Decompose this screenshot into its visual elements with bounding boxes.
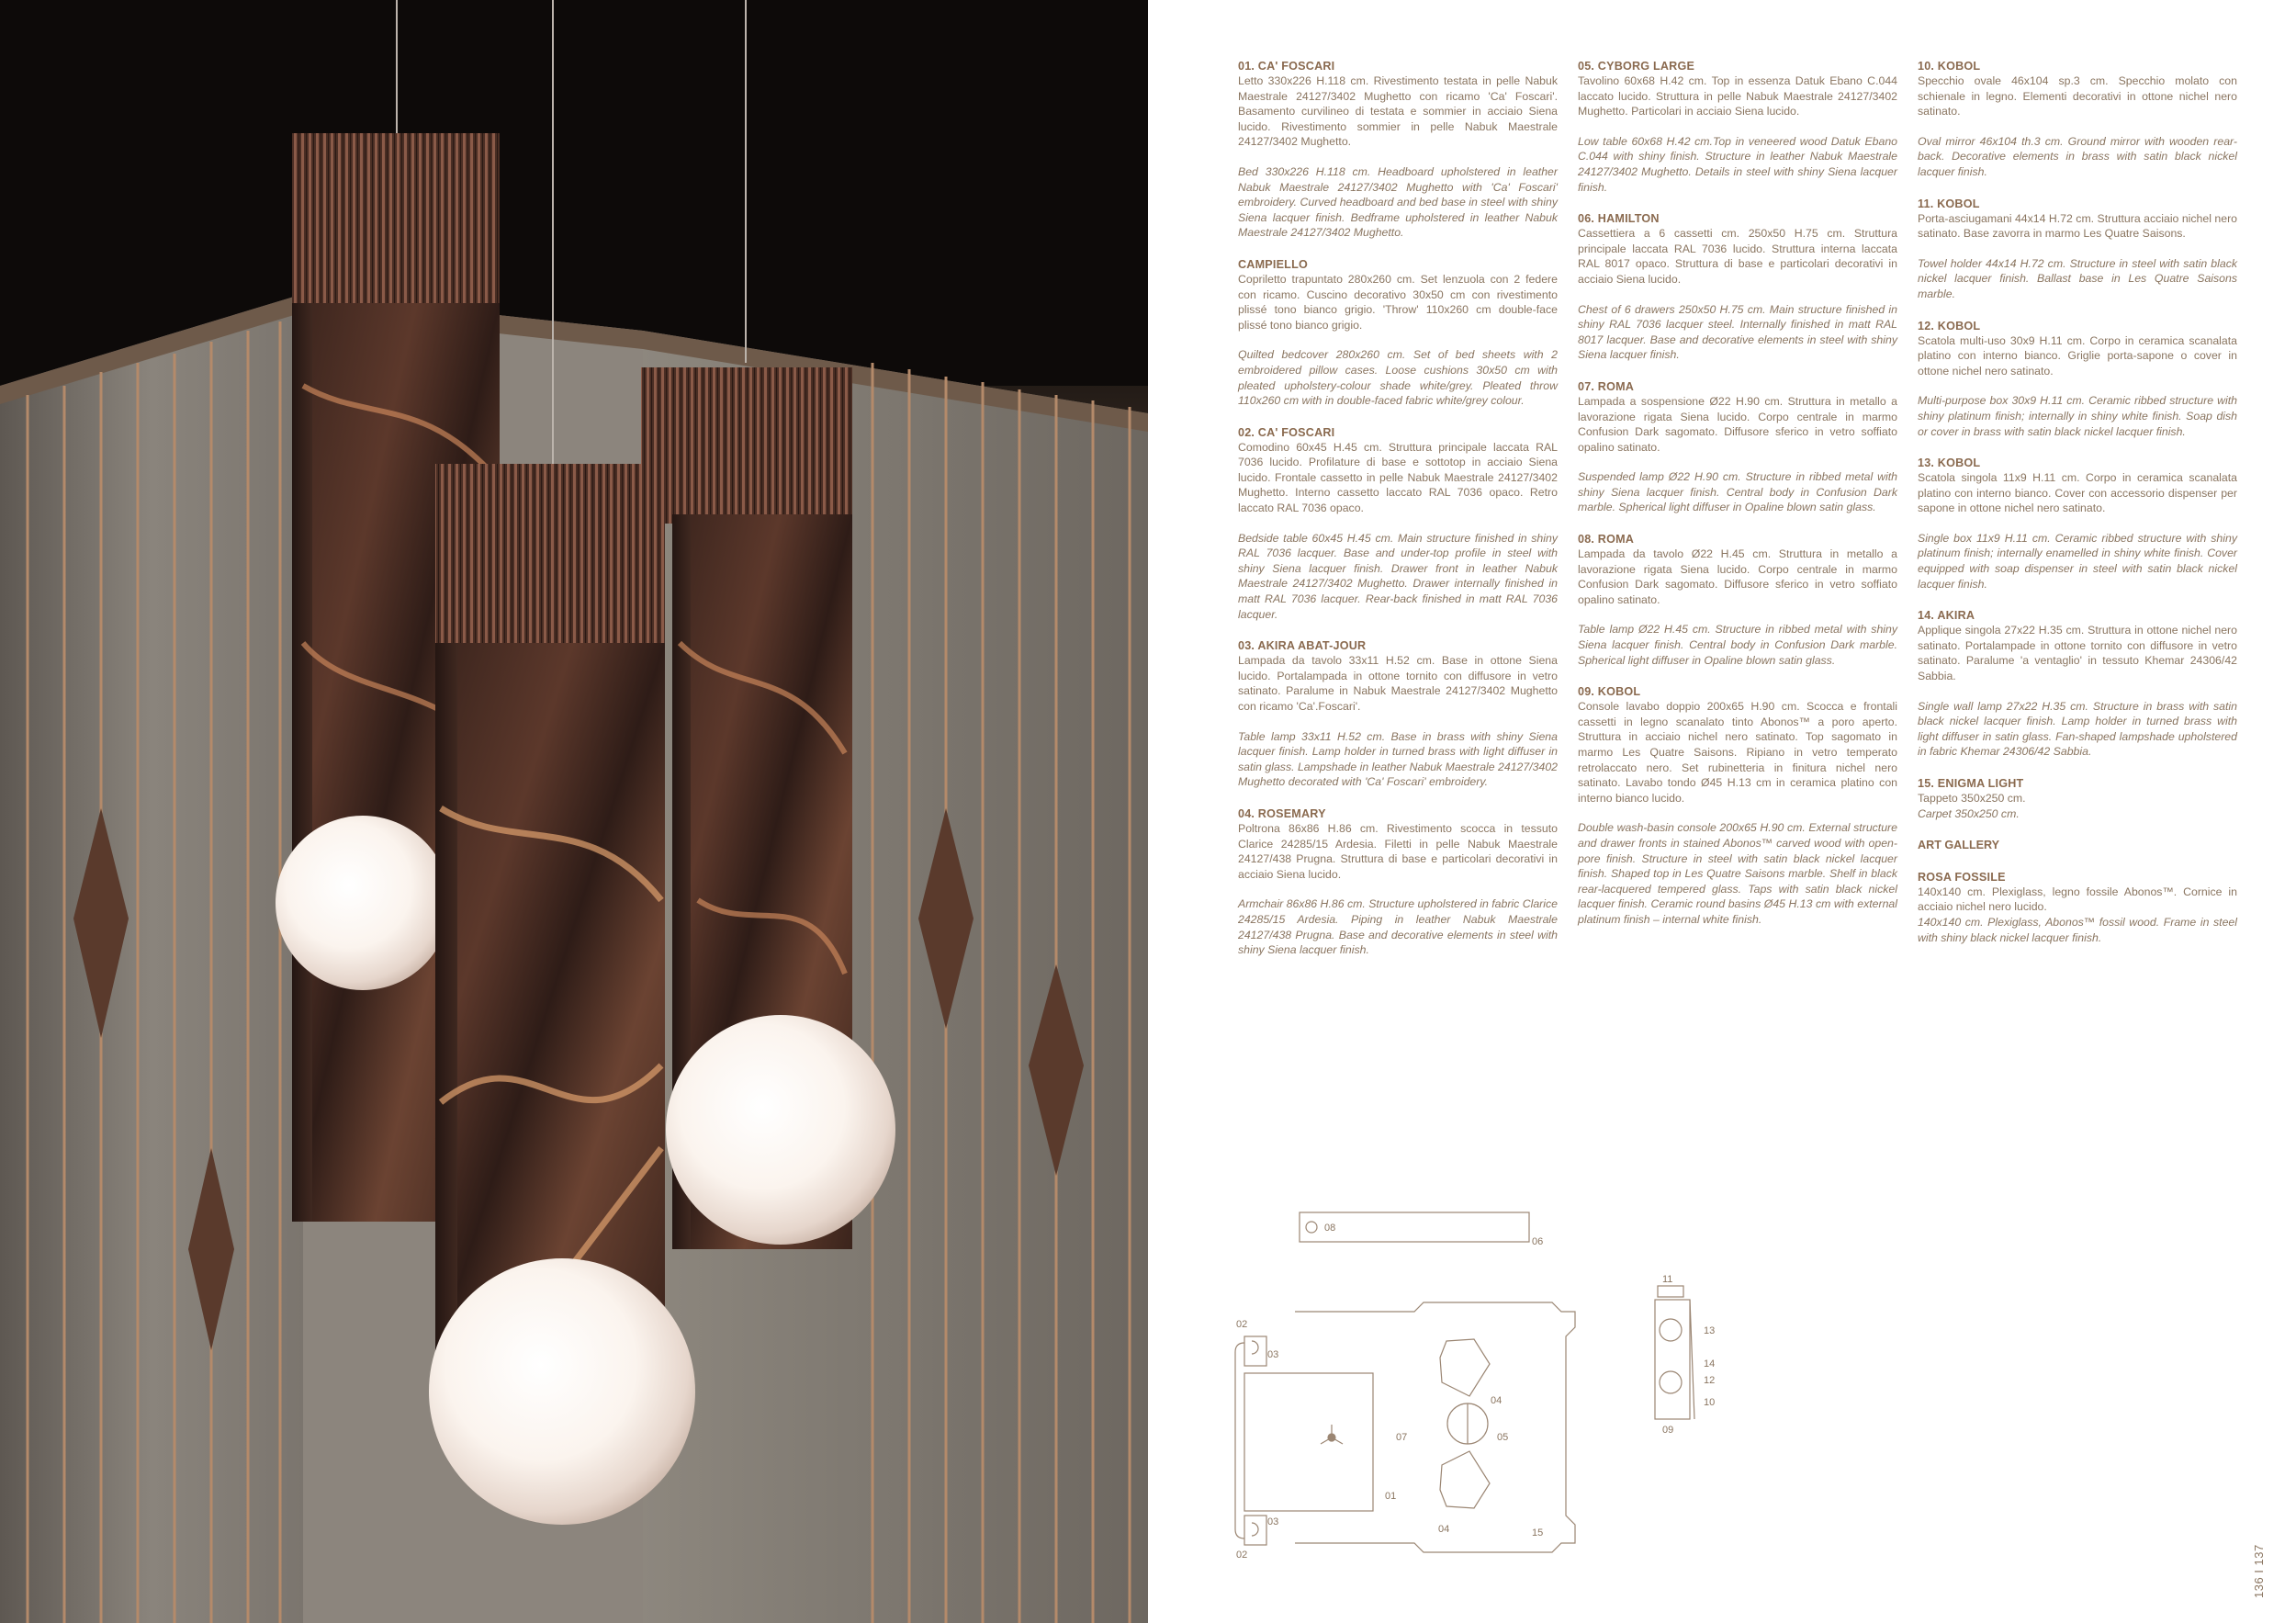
plan-label-06: 06: [1532, 1236, 1544, 1247]
plan-label-01: 01: [1385, 1491, 1397, 1502]
text-column-1: [1238, 59, 1558, 975]
plan-suspended-lamp-07: [1321, 1425, 1343, 1444]
entry-description-it: Lampada da tavolo Ø22 H.45 cm. Struttura in metallo a lavorazione rigata Siena lucido. Corpo centrale in marmo Confusion Dark sagomato. Diffusore sferico in vetro soffiato opalino satinato.: [1578, 547, 1897, 606]
plan-bedside-02-top: [1244, 1336, 1266, 1366]
entry-title: 09. KOBOL: [1578, 685, 1641, 699]
entry-description-it: Comodino 60x45 H.45 cm. Struttura principale laccata RAL 7036 lucido. Profilature di base e sottotop in acciaio Siena lucido. Frontale cassetto in pelle Nabuk Maestrale 24127/3402 Mughetto. Interno cassetto laccato RAL 7036 opaco. Retro laccato RAL 7036 opaco.: [1238, 440, 1558, 515]
text-column-2: [1578, 59, 1897, 944]
plan-lamp-03-top: [1252, 1341, 1258, 1354]
entry-description-it: Porta-asciugamani 44x14 H.72 cm. Struttura acciaio nichel nero satinato. Base zavorra in marmo Les Quatre Saisons.: [1918, 211, 2237, 241]
plan-label-13: 13: [1704, 1325, 1716, 1336]
plan-console-09: [1655, 1300, 1690, 1419]
entry-03-akira-abat-jour: [1238, 638, 1558, 790]
plan-label-10: 10: [1704, 1397, 1716, 1408]
plan-label-14: 14: [1704, 1358, 1716, 1369]
entry-description-it: Scatola singola 11x9 H.11 cm. Corpo in ceramica scanalata platino con interno bianco. Cover con accessorio dispenser per sapone in ottone nichel nero satinato.: [1918, 471, 2237, 515]
page-number: 136 I 137: [2252, 1544, 2266, 1598]
entry-description-it: Cassettiera a 6 cassetti cm. 250x50 H.75 cm. Struttura principale laccata RAL 7036 lucido. Struttura interna laccata RAL 8017 opaco. Struttura di base e particolari decorativi in acciaio Siena lucido.: [1578, 227, 1897, 286]
entry-description-en: Multi-purpose box 30x9 H.11 cm. Ceramic ribbed structure with shiny platinum finish; internally in shiny white finish. Soap dish or cover in brass with satin black nickel lacquer finish.: [1918, 394, 2237, 438]
plan-basin-bottom: [1660, 1371, 1682, 1393]
plan-label-02-bottom: 02: [1236, 1550, 1248, 1561]
entry-title: 10. KOBOL: [1918, 60, 1981, 73]
entry-02-ca-foscari: [1238, 425, 1558, 623]
plan-label-15: 15: [1532, 1527, 1544, 1538]
entry-description-it: Lampada da tavolo 33x11 H.52 cm. Base in ottone Siena lucido. Portalampada in ottone tornito con diffusore in vetro satinato. Paralume in Nabuk Maestrale 24127/3402 Mughetto con ricamo 'Ca'.Foscari'.: [1238, 654, 1558, 713]
entry-title: 08. ROMA: [1578, 533, 1635, 547]
plan-label-08: 08: [1324, 1223, 1336, 1234]
plan-armchair-04-bottom: [1440, 1451, 1490, 1508]
entry-title: 07. ROMA: [1578, 379, 1635, 393]
entry-13-kobol: [1918, 456, 2237, 592]
entry-description-en: Suspended lamp Ø22 H.90 cm. Structure in ribbed metal with shiny Siena lacquer finish. Central body in Confusion Dark marble. Spherical light diffuser in Opaline blown satin glass.: [1578, 470, 1897, 514]
entry-description-en: Oval mirror 46x104 th.3 cm. Ground mirror with wooden rear-back. Decorative elements in brass with satin black nickel lacquer finish.: [1918, 134, 2237, 178]
entry-title: 03. AKIRA ABAT-JOUR: [1238, 639, 1367, 653]
plan-label-04-bottom: 04: [1438, 1524, 1450, 1535]
entry-description-it: Scatola multi-uso 30x9 H.11 cm. Corpo in ceramica scanalata platino con interno bianco. Griglie porta-sapone o cover in ottone nichel nero satinato.: [1918, 333, 2237, 378]
wall-left: [0, 294, 303, 1623]
entry-06-hamilton: [1578, 211, 1897, 363]
entry-description-en: Armchair 86x86 H.86 cm. Structure upholstered in fabric Clarice 24285/15 Ardesia. Piping in leather Nabuk Maestrale 24127/438 Prugna. Base and decorative elements in steel with shiny Siena lacquer finish.: [1238, 897, 1558, 957]
entry-title: 06. HAMILTON: [1578, 212, 1660, 226]
entry-description-it: 140x140 cm. Plexiglass, legno fossile Abonos™. Cornice in acciaio nichel nero lucido.: [1918, 885, 2237, 914]
entry-title: 12. KOBOL: [1918, 319, 1981, 332]
entry-description-it: Lampada a sospensione Ø22 H.90 cm. Struttura in metallo a lavorazione rigata Siena lucido. Corpo centrale in marmo Confusion Dark sagomato. Diffusore sferico in vetro soffiato opalino satinato.: [1578, 394, 1897, 454]
entry-title: 05. CYBORG LARGE: [1578, 60, 1695, 73]
entry-title: 11. KOBOL: [1918, 197, 1980, 210]
plan-towel-holder-11: [1658, 1286, 1683, 1297]
entry-title: 01. CA' FOSCARI: [1238, 60, 1335, 73]
entry-description-en: Chest of 6 drawers 250x50 H.75 cm. Main structure finished in shiny RAL 7036 lacquer steel. Internally finished in matt RAL 8017 lacquer. Base and decorative elements in steel with shiny Siena lacquer finish.: [1578, 302, 1897, 362]
section-title-art-gallery: ART GALLERY: [1918, 839, 2000, 852]
entry-title: ROSA FOSSILE: [1918, 870, 2006, 884]
entry-description-it: Tavolino 60x68 H.42 cm. Top in essenza Datuk Ebano C.044 laccato lucido. Struttura in pelle Nabuk Maestrale 24127/3402 Mughetto. Particolari in acciaio Siena lucido.: [1578, 74, 1897, 118]
entry-description-en: Bed 330x226 H.118 cm. Headboard upholstered in leather Nabuk Maestrale 24127/3402 Mughetto with 'Ca' Foscari' embroidery. Curved headboard and bed base in steel with shiny Siena lacquer finish. Bedframe upholstered in leather Nabuk Maestrale 24127/3402 Mughetto.: [1238, 164, 1558, 240]
floor-plan-diagram: [1221, 1203, 1864, 1571]
entry-title: CAMPIELLO: [1238, 257, 1308, 271]
plan-headboard: [1235, 1343, 1244, 1538]
entry-description-en: Low table 60x68 H.42 cm.Top in veneered wood Datuk Ebano C.044 with shiny finish. Structure in leather Nabuk Maestrale 24127/3402 Mughetto. Details in steel with shiny Siena lacquer finish.: [1578, 134, 1897, 194]
plan-basin-top: [1660, 1319, 1682, 1341]
entry-description-it: Tappeto 350x250 cm.: [1918, 792, 2026, 805]
plan-label-07: 07: [1396, 1432, 1408, 1443]
entry-title: 13. KOBOL: [1918, 456, 1981, 470]
entry-14-akira: [1918, 608, 2237, 760]
entry-description-it: Applique singola 27x22 H.35 cm. Struttura in ottone nichel nero satinato. Portalampade in ottone tornito con diffusore in vetro satinato. Paralume 'a ventaglio' in tessuto Khemar 24306/42 Sabbia.: [1918, 624, 2237, 683]
entry-07-roma: [1578, 379, 1897, 515]
entry-09-kobol: [1578, 684, 1897, 927]
entry-11-kobol: [1918, 197, 2237, 302]
entry-campiello: [1238, 257, 1558, 409]
entry-description-en: Towel holder 44x14 H.72 cm. Structure in steel with satin black nickel lacquer finish. Ballast base in Les Quatre Saisons marble.: [1918, 256, 2237, 300]
entry-description-en: Carpet 350x250 cm.: [1918, 806, 2020, 820]
plan-label-03-top: 03: [1267, 1349, 1279, 1360]
entry-description-en: 140x140 cm. Plexiglass, Abonos™ fossil wood. Frame in steel with shiny black nickel lacquer finish.: [1918, 915, 2237, 944]
plan-label-04-top: 04: [1491, 1395, 1503, 1406]
entry-description-it: Specchio ovale 46x104 sp.3 cm. Specchio molato con schienale in legno. Elementi decorativi in ottone nichel nero satinato.: [1918, 74, 2237, 118]
plan-table-lamp-08: [1306, 1222, 1317, 1233]
entry-15-enigma-light: [1918, 776, 2237, 821]
plan-label-03-bottom: 03: [1267, 1516, 1279, 1527]
entry-rosa-fossile: [1918, 870, 2237, 945]
pendant-center: [429, 464, 695, 1525]
entry-description-en: Single box 11x9 H.11 cm. Ceramic ribbed structure with shiny platinum finish; internally enamelled in shiny white finish. Cover equipped with soap dispenser in steel with satin black nickel lacquer finish.: [1918, 531, 2237, 591]
entry-description-it: Poltrona 86x86 H.86 cm. Rivestimento scocca in tessuto Clarice 24285/15 Ardesia. Filetti in pelle Nabuk Maestrale 24127/438 Prugna. Struttura di base e particolari decorativi in acciaio Siena lucido.: [1238, 821, 1558, 881]
entry-description-it: Copriletto trapuntato 280x260 cm. Set lenzuola con 2 federe con ricamo. Cuscino decorativo 30x50 cm con rivestimento plissé tono bianco grigio. 'Throw' 110x260 cm double-face plissé tono bianco grigio.: [1238, 272, 1558, 332]
plan-label-09: 09: [1662, 1425, 1674, 1436]
entry-description-en: Bedside table 60x45 H.45 cm. Main structure finished in shiny RAL 7036 lacquer. Base and under-top profile in steel with shiny Siena lacquer finish. Drawer front in leather Nabuk Maestrale 24127/3402 Mughetto. Drawer internally finished in matt RAL 7036 lacquer. Rear-back finished in matt RAL 7036 lacquer.: [1238, 531, 1558, 621]
plan-lamp-03-bottom: [1252, 1523, 1258, 1536]
entry-description-en: Single wall lamp 27x22 H.35 cm. Structure in brass with satin black nickel lacquer finish. Lamp holder in turned brass with light diffuser in satin glass. Fan-shaped lampshade upholstered in fabric Khemar 24306/42 Sabbia.: [1918, 699, 2237, 759]
entry-description-en: Table lamp 33x11 H.52 cm. Base in brass with shiny Siena lacquer finish. Lamp holder in turned brass with light diffuser in satin glass. Lampshade in leather Nabuk Maestrale 24127/3402 Mughetto decorated with 'Ca' Foscari' embroidery.: [1238, 729, 1558, 789]
plan-label-02-top: 02: [1236, 1319, 1248, 1330]
plan-bedside-02-bottom: [1244, 1516, 1266, 1545]
entry-description-it: Console lavabo doppio 200x65 H.90 cm. Scocca e frontali cassetti in legno scanalato tinto Abonos™ a poro aperto. Struttura in acciaio nichel nero satinato. Top sagomato in marmo Les Quatre Saisons. Ripiano in vetro temperato retrolaccato nero. Set rubinetteria in finitura nichel nero satinato. Lavabo tondo Ø45 H.13 cm in ceramica platino con interno bianco lucido.: [1578, 700, 1897, 805]
entry-10-kobol: [1918, 59, 2237, 180]
entry-description-en: Table lamp Ø22 H.45 cm. Structure in ribbed metal with shiny Siena lacquer finish. Central body in Confusion Dark marble. Spherical light diffuser in Opaline blown satin glass.: [1578, 623, 1897, 667]
entry-01-ca-foscari: [1238, 59, 1558, 241]
plan-label-12: 12: [1704, 1375, 1716, 1386]
entry-08-roma: [1578, 532, 1897, 668]
plan-label-05: 05: [1497, 1432, 1509, 1443]
entry-04-rosemary: [1238, 806, 1558, 958]
entry-title: 15. ENIGMA LIGHT: [1918, 777, 2024, 790]
entry-12-kobol: [1918, 319, 2237, 440]
entry-description-en: Quilted bedcover 280x260 cm. Set of bed sheets with 2 embroidered pillow cases. Loose cushions 30x50 cm with pleated upholstery-colour shade white/grey. Pleated throw 110x260 cm with in double-faced fabric white/grey colour.: [1238, 348, 1558, 408]
entry-title: 14. AKIRA: [1918, 609, 1975, 623]
plan-armchair-04-top: [1440, 1339, 1490, 1396]
entry-title: 02. CA' FOSCARI: [1238, 425, 1335, 439]
entry-title: 04. ROSEMARY: [1238, 806, 1326, 820]
entry-description-en: Double wash-basin console 200x65 H.90 cm. External structure and drawer fronts in stained Abonos™ carved wood with open-pore finish. Structure in steel with satin black nickel lacquer finish. Shaped top in Les Quatre Saisons marble. Shelf in black rear-lacquered tempered glass. Taps with satin black nickel lacquer finish. Ceramic round basins Ø45 H.13 cm with external platinum finish – internal white finish.: [1578, 821, 1897, 926]
plan-bed-01: [1244, 1373, 1373, 1511]
plan-rug-15: [1295, 1302, 1575, 1552]
text-column-3: [1918, 59, 2237, 962]
entry-05-cyborg-large: [1578, 59, 1897, 195]
entry-description-it: Letto 330x226 H.118 cm. Rivestimento testata in pelle Nabuk Maestrale 24127/3402 Mughetto con ricamo 'Ca' Foscari'. Basamento curvilineo di testata e sommier in acciaio Siena lucido. Rivestimento sommier in pelle Nabuk Maestrale 24127/3402 Mughetto.: [1238, 74, 1558, 149]
plan-label-11: 11: [1662, 1274, 1673, 1285]
